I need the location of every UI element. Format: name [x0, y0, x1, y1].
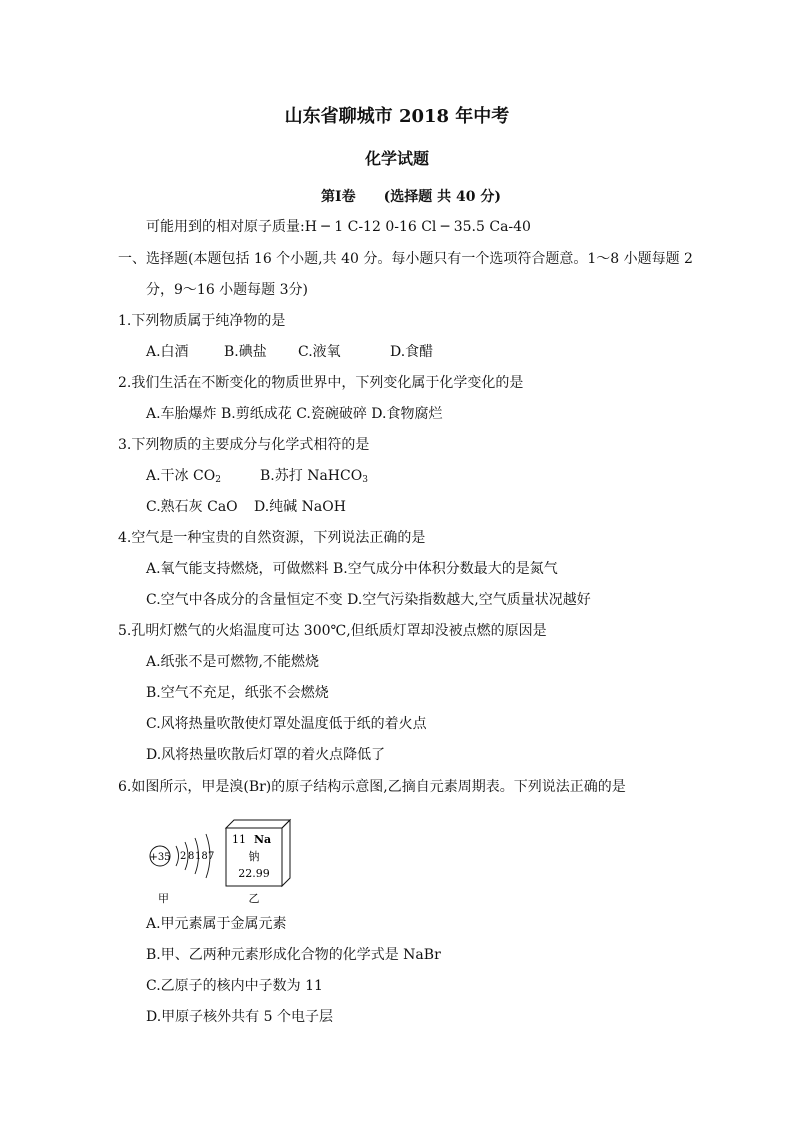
question-6-stem: 6.如图所示，甲是溴(Br)的原子结构示意图,乙摘自元素周期表。下列说法正确的是	[118, 779, 626, 795]
question-4-options-ab: A.氧气能支持燃烧，可做燃料 B.空气成分中体积分数最大的是氮气	[146, 561, 558, 577]
question-1-stem: 1.下列物质属于纯净物的是	[118, 313, 286, 329]
figure-label-jia: 甲	[158, 892, 169, 905]
question-3-option-d: D.纯碱 NaOH	[254, 499, 346, 515]
shell-electron-count: 18	[195, 851, 208, 862]
question-5-option-b: B.空气不充足，纸张不会燃烧	[146, 685, 329, 701]
shell-electron-count: 8	[188, 851, 195, 862]
question-5-option-d: D.风将热量吹散后灯罩的着火点降低了	[146, 747, 386, 763]
question-3-options-ab	[146, 467, 368, 489]
question-5-option-c: C.风将热量吹散使灯罩处温度低于纸的着火点	[146, 716, 427, 732]
question-6-figure	[148, 818, 308, 908]
atomic-mass: 22.99	[238, 867, 270, 880]
page-subtitle: 化学试题	[364, 149, 429, 168]
question-6-option-b: B.甲、乙两种元素形成化合物的化学式是 NaBr	[146, 947, 441, 963]
question-3-option-c: C.熟石灰 CaO	[146, 499, 238, 515]
question-1-option-b: B.碘盐	[224, 344, 267, 360]
cell-top-face	[226, 820, 290, 828]
question-6-option-d: D.甲原子核外共有 5 个电子层	[146, 1009, 333, 1025]
section-instructions-line2: 分，9～16 小题每题 3分)	[146, 282, 308, 298]
question-6-option-a: A.甲元素属于金属元素	[146, 916, 287, 932]
question-3-stem: 3.下列物质的主要成分与化学式相符的是	[118, 437, 370, 453]
electron-shell-arc	[176, 846, 179, 866]
shell-electron-count: 2	[180, 851, 187, 862]
atomic-masses-note: 可能用到的相对原子质量:H ─ 1 C-12 0-16 Cl ─ 35.5 Ca-40	[146, 219, 531, 235]
question-3-option-a: A.干冰 $CO_2$	[146, 468, 221, 485]
question-1-option-d: D.食醋	[390, 344, 434, 360]
question-5-option-a: A.纸张不是可燃物,不能燃烧	[146, 654, 320, 670]
figure-label-yi: 乙	[248, 892, 260, 905]
question-3-option-b: B.苏打 NaHCO$_3$	[260, 468, 368, 485]
question-5-stem: 5.孔明灯燃气的火焰温度可达 300℃,但纸质灯罩却没被点燃的原因是	[118, 623, 547, 639]
question-1-option-c: C.液氧	[298, 344, 341, 360]
nucleus-charge: +35	[149, 852, 171, 863]
element-symbol: Na	[254, 833, 272, 846]
question-2-options: A.车胎爆炸 B.剪纸成花 C.瓷碗破碎 D.食物腐烂	[146, 406, 443, 422]
question-3-options-cd	[146, 498, 346, 516]
section-instructions-line1: 一、选择题(本题包括 16 个小题,共 40 分。每小题只有一个选项符合题意。1～8 小题每题 2	[118, 251, 693, 267]
bromine-atom-structure-diagram	[149, 834, 214, 905]
question-1-options	[146, 343, 433, 361]
sodium-periodic-table-cell	[226, 820, 290, 905]
element-name: 钠	[248, 850, 260, 863]
question-6-option-c: C.乙原子的核内中子数为 11	[146, 978, 323, 994]
question-4-options-cd: C.空气中各成分的含量恒定不变 D.空气污染指数越大,空气质量状况越好	[146, 592, 591, 608]
page-title: 山东省聊城市 2018 年中考	[284, 106, 510, 127]
question-4-stem: 4.空气是一种宝贵的自然资源，下列说法正确的是	[118, 530, 426, 546]
question-1-option-a: A.白酒	[146, 344, 189, 360]
atomic-number: 11	[232, 833, 246, 846]
cell-side-face	[282, 820, 290, 886]
question-2-stem: 2.我们生活在不断变化的物质世界中，下列变化属于化学变化的是	[118, 375, 524, 391]
part-heading: 第Ⅰ卷 (选择题 共 40 分)	[321, 189, 501, 205]
shell-electron-count: 7	[208, 851, 215, 862]
